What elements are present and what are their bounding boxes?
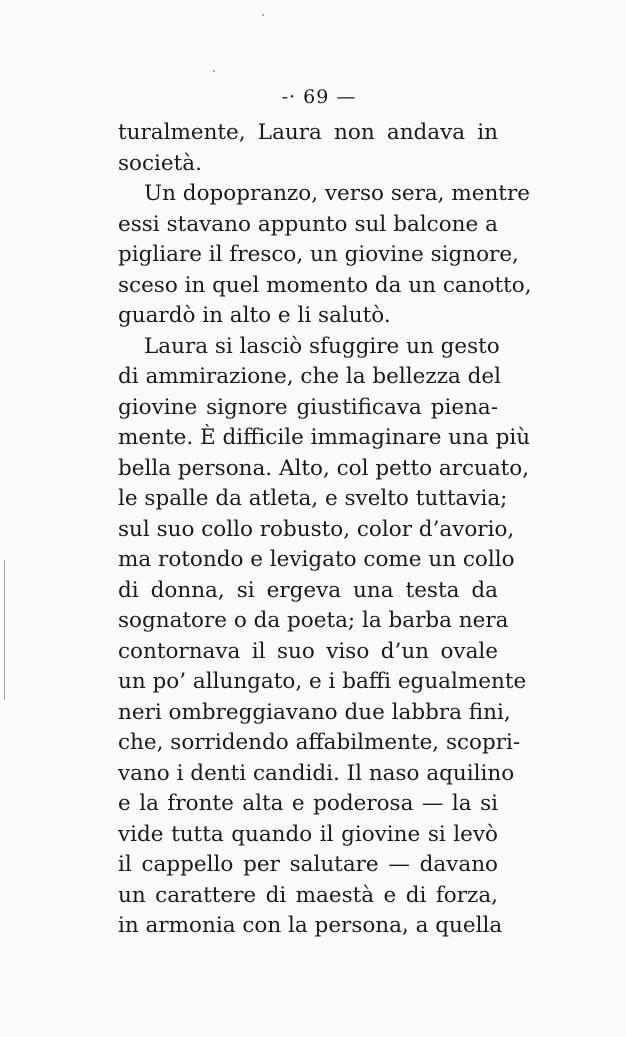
- text-line: società.: [118, 150, 202, 176]
- page-edge-shadow: [4, 560, 5, 700]
- body-text: [118, 118, 532, 942]
- text-line: e la fronte alta e poderosa — la si: [118, 791, 498, 816]
- text-line: guardò in alto e li salutò.: [118, 303, 391, 328]
- text-line: bella persona. Alto, col petto arcuato,: [118, 455, 530, 481]
- text-line: un carattere di maestà e di forza,: [118, 882, 498, 908]
- text-line: essi stavano appunto sul balcone a: [118, 211, 498, 237]
- text-line: neri ombreggiavano due labbra fini,: [118, 699, 511, 725]
- text-line: sognatore o da poeta; la barba nera: [118, 608, 509, 633]
- text-line: Laura si lasciò sfuggire un gesto: [144, 333, 500, 359]
- text-line: mente. È difficile immaginare una più: [118, 425, 531, 450]
- text-line: pigliare il fresco, un giovine signore,: [118, 242, 519, 267]
- text-line: ma rotondo e levigato come un collo: [118, 547, 515, 572]
- text-line: le spalle da atleta, e svelto tuttavia;: [118, 486, 508, 511]
- text-line: di donna, si ergeva una testa da: [118, 577, 498, 603]
- text-line: vide tutta quando il giovine si levò: [118, 821, 498, 847]
- text-line: che, sorridendo affabilmente, scopri-: [118, 730, 521, 755]
- text-line: sceso in quel momento da un canotto,: [118, 272, 532, 298]
- print-speck: [213, 70, 215, 72]
- print-speck: [262, 14, 264, 16]
- text-line: contornava il suo viso d’un ovale: [118, 638, 498, 664]
- text-line: giovine signore giustificava piena-: [118, 394, 498, 420]
- text-line: vano i denti candidi. Il naso aquilino: [118, 760, 515, 786]
- page-number: -· 69 —: [281, 86, 357, 108]
- text-line: di ammirazione, che la bellezza del: [118, 364, 502, 389]
- text-line: in armonia con la persona, a quella: [118, 913, 503, 938]
- text-line: un po’ allungato, e i baffi egualmente: [118, 669, 527, 694]
- text-line: Un dopopranzo, verso sera, mentre: [144, 181, 530, 206]
- text-line: turalmente, Laura non andava in: [118, 120, 498, 145]
- text-line: il cappello per salutare — davano: [118, 852, 498, 877]
- text-line: sul suo collo robusto, color d’avorio,: [118, 516, 515, 542]
